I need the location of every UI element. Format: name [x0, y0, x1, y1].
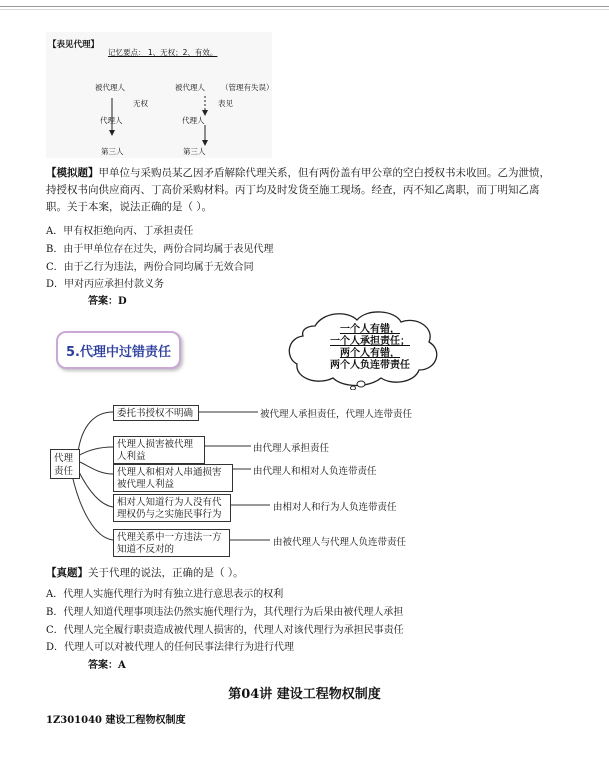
- section-code: 1Z301040 建设工程物权制度: [46, 715, 186, 726]
- q2-stem: [46, 565, 244, 582]
- q2-option-c: C．代理人完全履行职责造成被代理人损害的，代理人对该代理行为承担民事责任: [46, 625, 404, 636]
- biaojian-tag: 【表见代理】: [48, 40, 100, 50]
- q1-option-d: D．甲对丙应承担付款义务: [46, 279, 165, 290]
- left-principal: 被代理人: [95, 83, 125, 92]
- lecture-title: 第04讲 建设工程物权制度: [228, 687, 381, 702]
- mindmap-result-5: 由被代理人与代理人负连带责任: [273, 537, 407, 548]
- mindmap-result-3: 由代理人和相对人负连带责任: [253, 466, 377, 477]
- section5-title: 5.代理中过错责任: [66, 345, 171, 360]
- left-agent: 代理人: [100, 116, 123, 125]
- mindmap-box-4: 相对人知道行为人没有代理权仍与之实施民事行为: [113, 494, 231, 522]
- q2-option-a: A．代理人实施代理行为时有独立进行意思表示的权利: [46, 589, 284, 600]
- branch-5: [72, 475, 113, 540]
- branch-2: [78, 447, 113, 456]
- left-no-authority: 无权: [133, 99, 148, 108]
- right-apparent: 表见: [218, 99, 233, 108]
- mindmap-result-2: 由代理人承担责任: [253, 443, 330, 454]
- biaojian-memory: 记忆要点： 1、无权；2、有效。: [108, 48, 218, 57]
- cloud-line-2: 一个人承担责任；: [330, 336, 410, 347]
- cloud-line-3: 两个人有错，: [340, 348, 400, 359]
- q1-tag: 【模拟题】: [46, 167, 99, 179]
- q2-stem-text: 关于代理的说法，正确的是（ ）。: [88, 567, 244, 579]
- mindmap-result-4: 由相对人和行为人负连带责任: [273, 502, 397, 513]
- mindmap-box-2: 代理人损害被代理人利益: [113, 436, 205, 464]
- q2-option-b: B．代理人知道代理事项违法仍然实施代理行为，其代理行为后果由被代理人承担: [46, 607, 404, 618]
- cloud-line-4: 两个人负连带责任: [330, 360, 410, 371]
- mindmap-box-1: 委托书授权不明确: [113, 405, 199, 421]
- left-third-party: 第三人: [101, 147, 124, 156]
- right-agent: 代理人: [182, 116, 205, 125]
- q1-option-c: C．由于乙行为违法，两份合同均属于无效合同: [46, 262, 254, 273]
- q2-option-d: D．代理人可以对被代理人的任何民事法律行为进行代理: [46, 642, 295, 653]
- branch-3: [80, 462, 113, 474]
- right-third-party: 第三人: [183, 147, 206, 156]
- mindmap-root: 代理 责任: [50, 449, 80, 479]
- q1-option-a: A．甲有权拒绝向丙、丁承担责任: [46, 226, 194, 237]
- cloud-line-1: 一个人有错，: [340, 324, 400, 335]
- mindmap-result-1: 被代理人承担责任，代理人连带责任: [260, 409, 413, 420]
- mindmap-box-3: 代理人和相对人串通损害被代理人利益: [113, 464, 233, 492]
- q2-answer: 答案：A: [88, 660, 126, 671]
- mindmap-box-5: 代理关系中一方违法一方知道不反对的: [113, 529, 230, 557]
- q1-option-b: B．由于甲单位存在过失，两份合同均属于表见代理: [46, 244, 274, 255]
- branch-4: [78, 470, 113, 507]
- right-principal-note: （管理有失误）: [221, 83, 274, 92]
- q1-answer: 答案：D: [88, 296, 127, 307]
- q1-stem-text: 甲单位与采购员某乙因矛盾解除代理关系，但有两份盖有甲公章的空白授权书未收回。乙为泄愤，持授权书向供应商丙、丁高价采购材料。丙丁均及时发货至施工现场。经查，丙不知乙离职，而丁明知乙离职。关于本案，说法正确的是（ ）。: [46, 167, 550, 213]
- q2-tag: 【真题】: [46, 567, 88, 579]
- branch-1: [78, 412, 113, 452]
- right-principal: 被代理人: [175, 83, 205, 92]
